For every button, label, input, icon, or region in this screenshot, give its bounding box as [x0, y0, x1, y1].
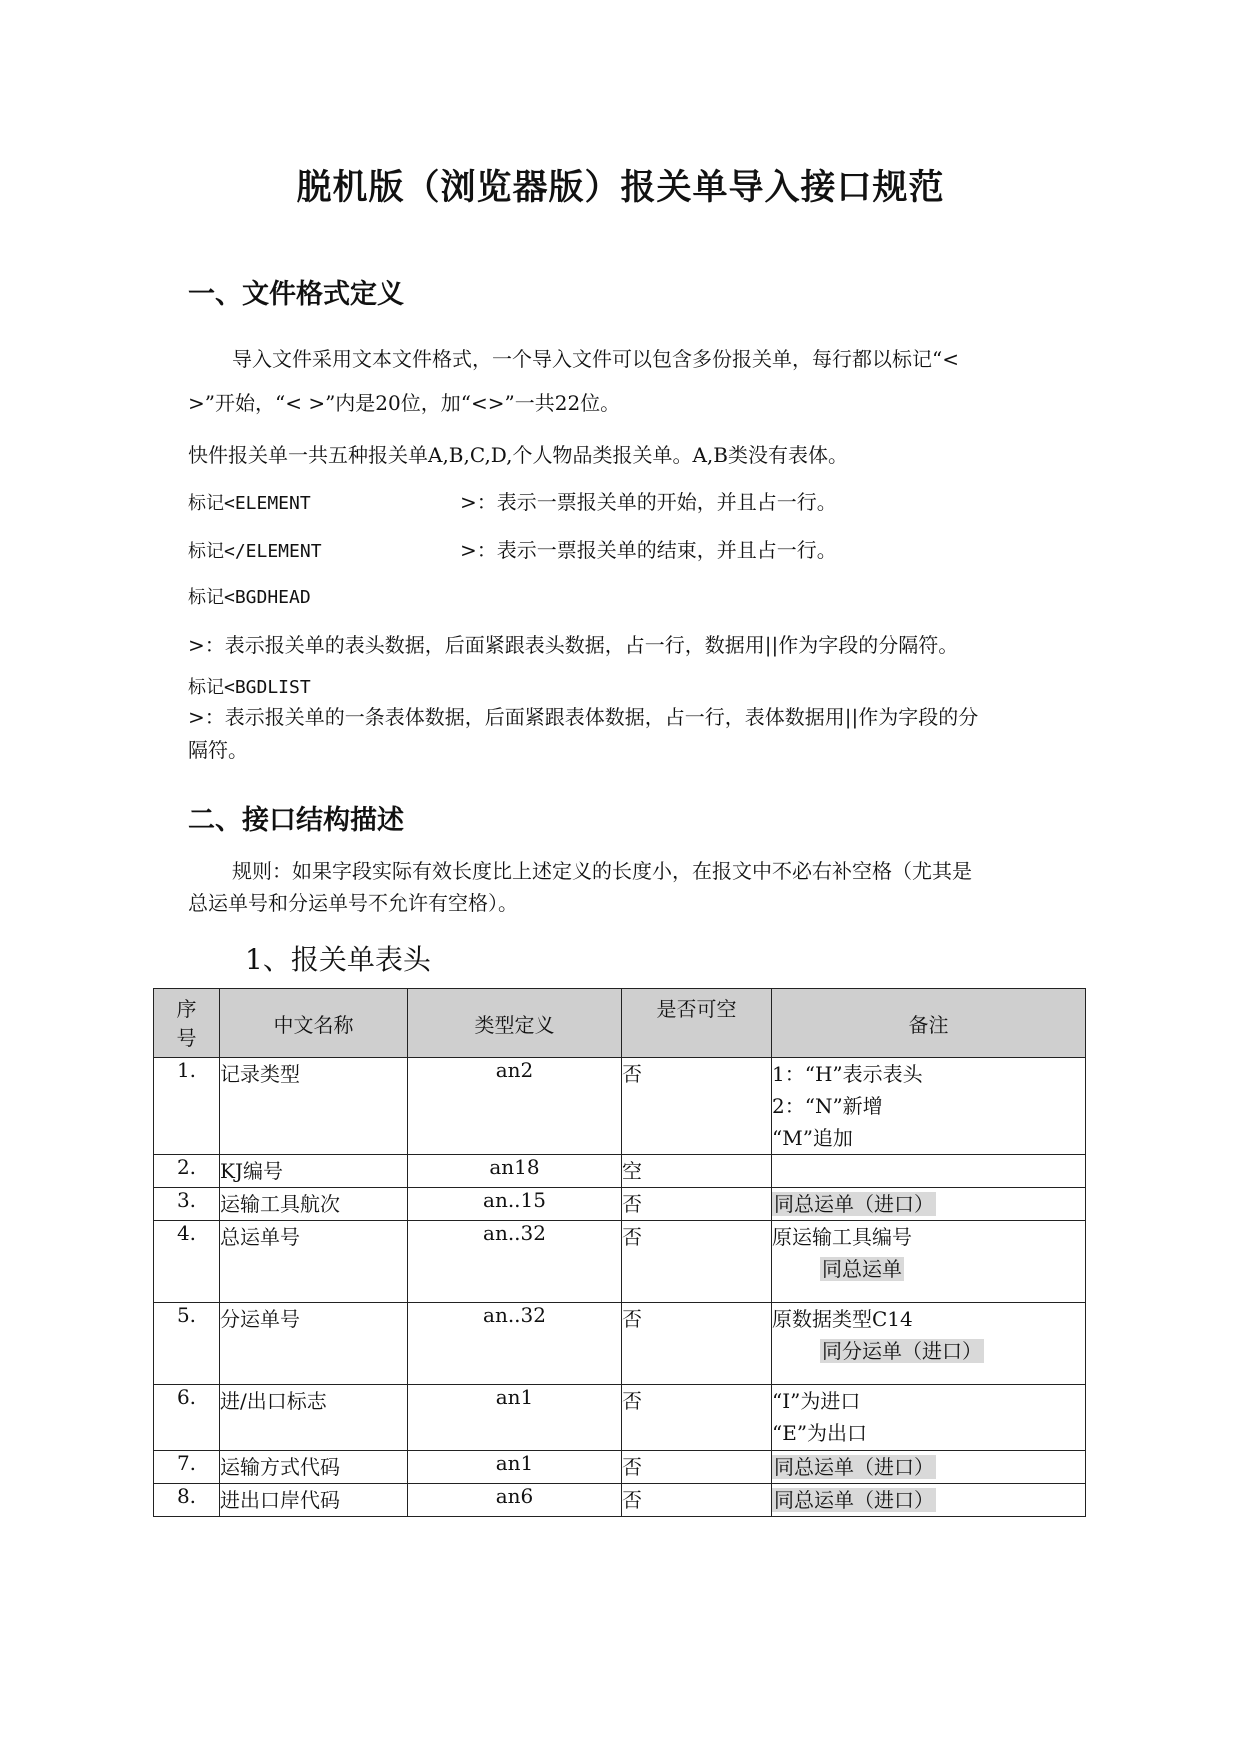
tag-element-end — [188, 535, 1068, 567]
tag-name: 标记<ELEMENT — [188, 493, 311, 514]
tag-description: >：表示一票报关单的开始，并且占一行。 — [460, 490, 837, 514]
table-row: 3. 运输工具航次 an..15 否 同总运单（进口） — [154, 1188, 1086, 1221]
header-seq: 序 号 — [154, 989, 220, 1058]
page-title: 脱机版（浏览器版）报关单导入接口规范 — [296, 168, 945, 208]
table-row: 8. 进出口岸代码 an6 否 同总运单（进口） — [154, 1484, 1086, 1517]
rule-line2: 总运单号和分运单号不允许有空格）。 — [188, 891, 518, 915]
tag-element-start — [188, 487, 1068, 519]
tag-bgdlist-description-line2: 隔符。 — [188, 738, 248, 762]
table-row: 1. 记录类型 an2 否 1：“H”表示表头 2：“N”新增 “M”追加 — [154, 1058, 1086, 1155]
table-row: 4. 总运单号 an..32 否 原运输工具编号 同总运单 — [154, 1221, 1086, 1303]
header-note: 备注 — [772, 989, 1086, 1058]
tag-bgdhead-description: >：表示报关单的表头数据，后面紧跟表头数据，占一行，数据用||作为字段的分隔符。 — [188, 633, 959, 657]
rule-line1: 规则：如果字段实际有效长度比上述定义的长度小，在报文中不必右补空格（尤其是 — [232, 859, 972, 883]
section-heading-file-format: 一、文件格式定义 — [188, 279, 404, 310]
tag-name: 标记</ELEMENT — [188, 541, 322, 562]
header-nullable: 是否可空 — [622, 989, 772, 1058]
table-row: 7. 运输方式代码 an1 否 同总运单（进口） — [154, 1451, 1086, 1484]
tag-bgdhead-name: 标记<BGDHEAD — [188, 587, 311, 608]
table-header-row — [154, 989, 1086, 1058]
tag-bgdlist-name: 标记<BGDLIST — [188, 677, 311, 698]
subheading-declaration-header: 1、报关单表头 — [245, 943, 431, 976]
header-name: 中文名称 — [220, 989, 408, 1058]
tag-bgdlist-description-line1: >：表示报关单的一条表体数据，后面紧跟表体数据，占一行，表体数据用||作为字段的分 — [188, 705, 979, 729]
paragraph-declaration-types: 快件报关单一共五种报关单A,B,C,D,个人物品类报关单。A,B类没有表体。 — [188, 443, 848, 467]
table-row: 5. 分运单号 an..32 否 原数据类型C14 同分运单（进口） — [154, 1303, 1086, 1385]
field-spec-table — [153, 988, 1086, 1517]
header-type: 类型定义 — [408, 989, 622, 1058]
table-row: 2. KJ编号 an18 空 — [154, 1155, 1086, 1188]
paragraph-format-line1: 导入文件采用文本文件格式，一个导入文件可以包含多份报关单，每行都以标记“< — [232, 347, 959, 371]
paragraph-format-line2: >”开始，“< >”内是20位，加“<>”一共22位。 — [188, 391, 621, 415]
tag-description: >：表示一票报关单的结束，并且占一行。 — [460, 538, 837, 562]
table-row: 6. 进/出口标志 an1 否 “I”为进口 “E”为出口 — [154, 1385, 1086, 1451]
section-heading-interface-structure: 二、接口结构描述 — [188, 805, 404, 836]
